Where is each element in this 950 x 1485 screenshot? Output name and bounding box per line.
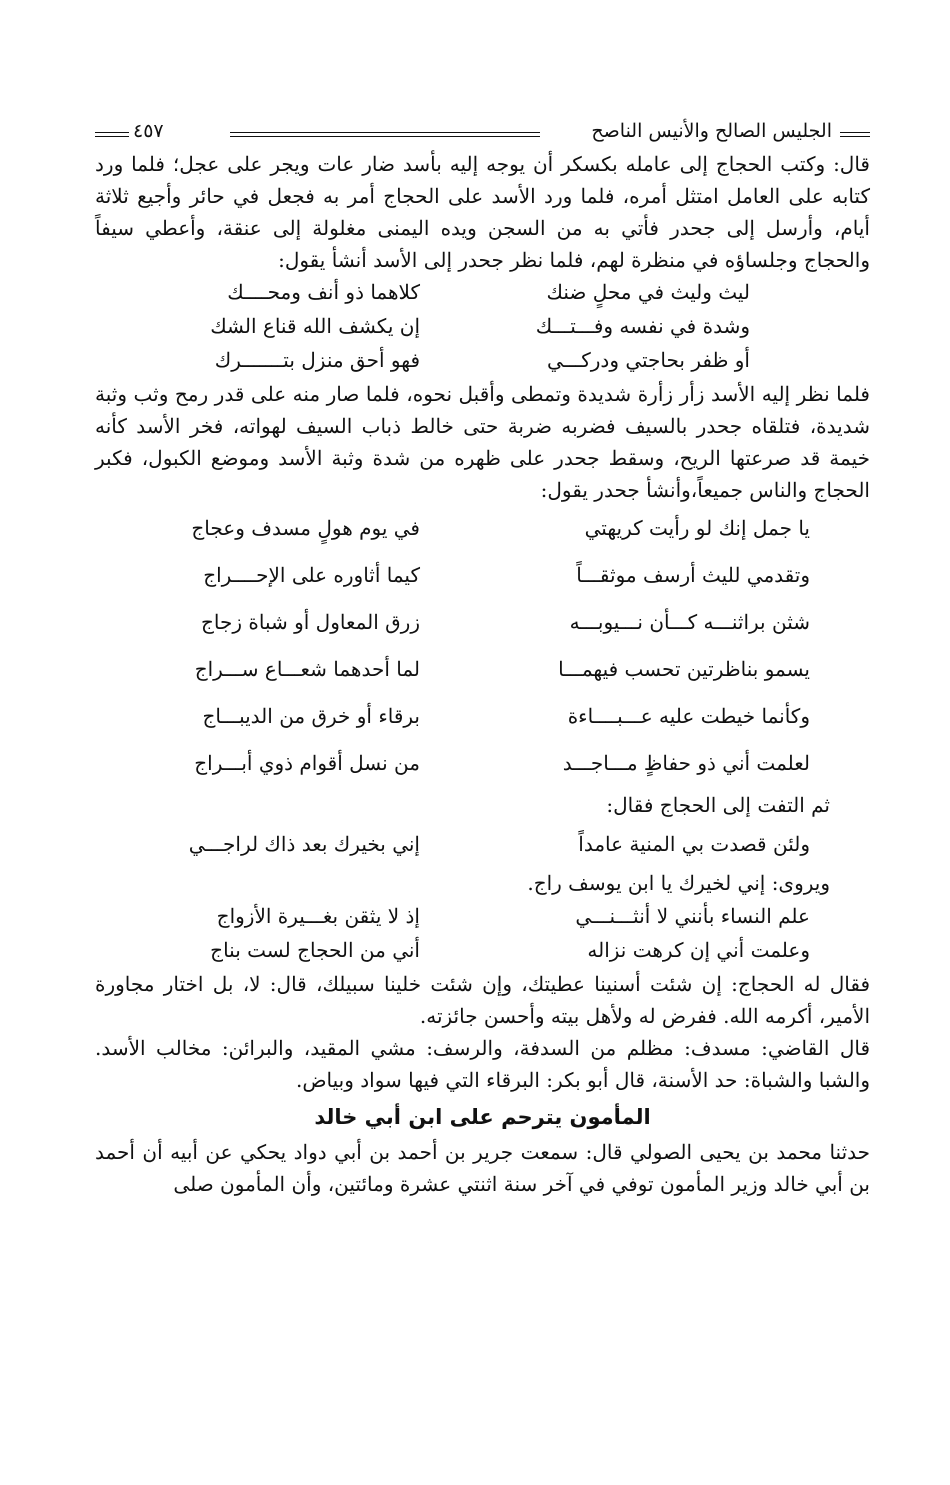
verse-first-hemistich: ولئن قصدت بي المنية عامداً xyxy=(578,832,810,856)
header-rule-right xyxy=(840,132,870,137)
verse-second-hemistich: من نسل أقوام ذوي أبـــراج xyxy=(194,751,420,775)
page-header xyxy=(95,118,870,148)
verse xyxy=(95,310,870,344)
poem-3 xyxy=(95,822,870,866)
verse-first-hemistich: لعلمت أني ذو حفاظٍ مـــاجـــد xyxy=(562,751,810,775)
verse-second-hemistich: في يوم هولٍ مسدف وعجاج xyxy=(191,516,420,540)
verse-second-hemistich: برقاء أو خرق من الديبـــاج xyxy=(202,704,420,728)
paragraph-4: قال القاضي: مسدف: مظلم من السدفة، والرسف: مشي المقيد، والبرائن: مخالب الأسد. والشبا والشباة: حد الأسنة، قال أبو بكر: البرقاء التي فيها سواد وبياض. xyxy=(95,1036,870,1092)
paragraph-5: حدثنا محمد بن يحيى الصولي قال: سمعت جرير بن أحمد بن أبي دواد يحكي عن أبيه أن أحمد بن أبي خالد وزير المأمون توفي في آخر سنة اثنتي عشرة ومائتين، وأن المأمون صلى xyxy=(95,1140,870,1196)
verse-first-hemistich: وتقدمي لليث أرسف موثقـــاً xyxy=(576,563,810,587)
poem-1 xyxy=(95,276,870,378)
verse-first-hemistich: وعلمت أني إن كرهت نزاله xyxy=(587,938,810,962)
verse xyxy=(95,647,870,694)
paragraph-3: فقال له الحجاج: إن شئت أسنينا عطيتك، وإن شئت خلينا سبيلك، قال: لا، بل اختار مجاورة الأمير، أكرمه الله. ففرض له ولأهل بيته وأحسن جائزته. xyxy=(95,972,870,1028)
verse-second-hemistich: إذ لا يثقن بغـــيرة الأزواج xyxy=(216,904,420,928)
verse-second-hemistich: فهو أحق منزل بتـــــــرك xyxy=(214,348,420,372)
verse-second-hemistich: إن يكشف الله قناع الشك xyxy=(210,314,420,338)
verse-first-hemistich: يا جمل إنك لو رأيت كريهتي xyxy=(584,516,810,540)
verse xyxy=(95,553,870,600)
line-then: ثم التفت إلى الحجاج فقال: xyxy=(606,793,830,817)
verse-first-hemistich: أو ظفر بحاجتي ودركـــي xyxy=(547,348,750,372)
verse-first-hemistich: وكأنما خيطت عليه عـــبــــاءة xyxy=(567,704,810,728)
poem-4 xyxy=(95,900,870,968)
verse-second-hemistich: زرق المعاول أو شباة زجاج xyxy=(200,610,420,634)
verse xyxy=(95,600,870,647)
verse-second-hemistich: أني من الحجاج لست بناج xyxy=(210,938,420,962)
line-variant: ويروى: إني لخيرك يا ابن يوسف راج. xyxy=(527,871,830,895)
verse xyxy=(95,506,870,553)
section-heading: المأمون يترحم على ابن أبي خالد xyxy=(314,1105,651,1129)
verse-second-hemistich: لما أحدهما شعـــاع ســـراج xyxy=(194,657,420,681)
verse xyxy=(95,741,870,788)
poem-2 xyxy=(95,506,870,788)
paragraph-2: فلما نظر إليه الأسد زأر زأرة شديدة وتمطى وأقبل نحوه، فلما صار منه على قدر رمح وثب وثبة شديدة، فتلقاه جحدر بالسيف فضربه ضربة حتى خالط ذباب السيف لهواته، فخر الأسد كأنه خيمة قد صرعتها الريح، وسقط جحدر على ظهره من شدة وثبة الأسد وموضع الكبول، فكبر الحجاج والناس جميعاً،وأنشأ جحدر يقول: xyxy=(95,382,870,502)
verse-first-hemistich: ليث وليث في محلٍ ضنك xyxy=(546,280,750,304)
verse xyxy=(95,900,870,934)
page-number: ٤٥٧ xyxy=(133,120,164,142)
verse xyxy=(95,694,870,741)
verse xyxy=(95,934,870,968)
verse-second-hemistich: إني بخيرك بعد ذاك لراجـــي xyxy=(188,832,420,856)
paragraph-1: قال: وكتب الحجاج إلى عامله بكسكر أن يوجه إليه بأسد ضار عات ويجر على عجل؛ فلما ورد كتابه على العامل امتثل أمره، فلما ورد الأسد على الحجاج أمر به فجعل في حائر وأجيع ثلاثة أيام، وأرسل إلى جحدر فأتي به من السجن ويده اليمنى مغلولة إلى عنقة، وأعطي سيفاً والحجاج وجلساؤه في منظرة لهم، فلما نظر جحدر إلى الأسد أنشأ يقول: xyxy=(95,152,870,272)
document-page xyxy=(95,118,870,1200)
verse-first-hemistich: يسمو بناظرتين تحسب فيهمـــا xyxy=(558,657,810,681)
running-title: الجليس الصالح والأنيس الناصح xyxy=(591,120,832,142)
verse-second-hemistich: كلاهما ذو أنف ومحــــك xyxy=(227,280,420,304)
header-rule-middle xyxy=(230,132,540,137)
header-rule-left xyxy=(95,132,129,137)
verse-first-hemistich: وشدة في نفسه وفـــتـــك xyxy=(535,314,750,338)
verse xyxy=(95,276,870,310)
verse-first-hemistich: شثن براثنـــه كـــأن نـــيوبـــه xyxy=(569,610,810,634)
verse xyxy=(95,822,870,866)
verse-second-hemistich: كيما أثاوره على الإحــــراج xyxy=(203,563,420,587)
verse xyxy=(95,344,870,378)
verse-first-hemistich: علم النساء بأنني لا أنثـــنـــي xyxy=(575,904,810,928)
